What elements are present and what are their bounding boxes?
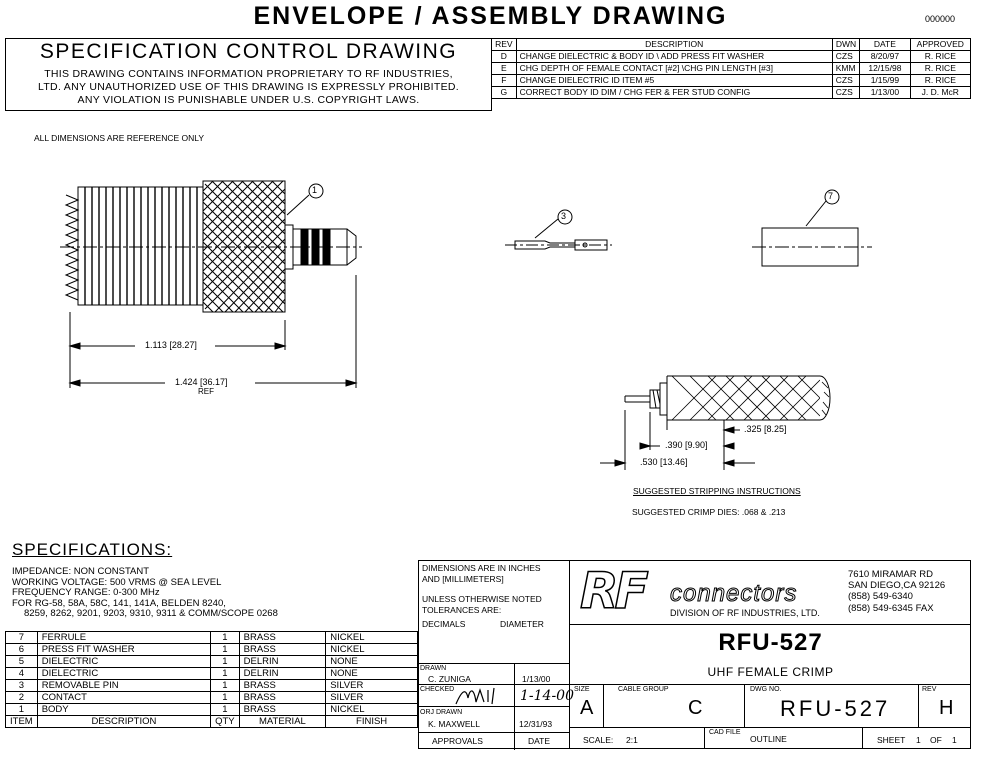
bom-description: DIELECTRIC xyxy=(37,668,210,680)
bill-of-materials xyxy=(5,631,418,728)
dwg-no-label: DWG NO. xyxy=(750,686,782,693)
proprietary-notice-line-2: LTD. ANY UNAUTHORIZED USE OF THIS DRAWING IS EXPRESSLY PROHIBITED. xyxy=(37,81,459,93)
tolerance-line-3: UNLESS OTHERWISE NOTED xyxy=(422,594,542,604)
bom-finish: SILVER xyxy=(326,692,418,704)
bom-qty-header: QTY xyxy=(211,716,240,728)
bom-finish-header: FINISH xyxy=(326,716,418,728)
bom-row xyxy=(6,656,418,668)
rev-drawn-by: CZS xyxy=(832,87,859,99)
rev-description: CHANGE DIELECTRIC ID ITEM #5 xyxy=(516,75,832,87)
drawing-code: 000000 xyxy=(924,14,955,24)
bom-header-row xyxy=(6,716,418,728)
bom-qty: 1 xyxy=(211,680,240,692)
bom-material: DELRIN xyxy=(239,656,326,668)
part-description: UHF FEMALE CRIMP xyxy=(707,665,834,679)
bom-qty: 1 xyxy=(211,644,240,656)
bom-qty: 1 xyxy=(211,668,240,680)
removable-pin xyxy=(505,210,612,250)
rev-drawn-by: CZS xyxy=(832,51,859,63)
company-block xyxy=(570,560,971,625)
rev-description: CORRECT BODY ID DIM / CHG FER & FER STUD CONFIG xyxy=(516,87,832,99)
tolerance-line-2: AND [MILLIMETERS] xyxy=(422,574,504,584)
date-footer: DATE xyxy=(528,736,551,746)
spec-line: FREQUENCY RANGE: 0-300 MHz xyxy=(12,587,160,598)
connector-body xyxy=(66,187,203,305)
bom-item: 4 xyxy=(6,668,38,680)
stripping-instructions-label: SUGGESTED STRIPPING INSTRUCTIONS xyxy=(633,486,801,496)
bom-row xyxy=(6,680,418,692)
dimension-1-113: 1.113 [28.27] xyxy=(145,340,197,350)
tolerance-diameter: DIAMETER xyxy=(500,619,544,629)
of-label: OF xyxy=(930,735,942,745)
bom-material: BRASS xyxy=(239,644,326,656)
tolerance-line-4: TOLERANCES ARE: xyxy=(422,605,502,615)
checked-signature-icon xyxy=(454,686,504,706)
rev-date: 12/15/98 xyxy=(860,63,910,75)
orig-drawn-date: 12/31/93 xyxy=(519,719,553,729)
bom-description: FERRULE xyxy=(37,632,210,644)
bom-item: 1 xyxy=(6,704,38,716)
bom-description: REMOVABLE PIN xyxy=(37,680,210,692)
bom-qty: 1 xyxy=(211,656,240,668)
bom-item-header: ITEM xyxy=(6,716,38,728)
rev-letter: E xyxy=(492,63,517,75)
proprietary-notice-line-3: ANY VIOLATION IS PUNISHABLE UNDER U.S. COPYRIGHT LAWS. xyxy=(77,94,420,106)
rev-date: 1/15/99 xyxy=(860,75,910,87)
dimension-530: .530 [13.46] xyxy=(640,457,688,467)
scale-label: SCALE: xyxy=(583,735,614,745)
bom-description: DIELECTRIC xyxy=(37,656,210,668)
rev-description: CHG DEPTH OF FEMALE CONTACT [#2] \CHG PIN LENGTH [#3] xyxy=(516,63,832,75)
spec-line: WORKING VOLTAGE: 500 VRMS @ SEA LEVEL xyxy=(12,576,222,588)
drawn-label: DRAWN xyxy=(420,665,447,672)
bom-item: 3 xyxy=(6,680,38,692)
rev-approved: R. RICE xyxy=(910,75,970,87)
bom-finish: NONE xyxy=(326,656,418,668)
bom-qty: 1 xyxy=(211,704,240,716)
spec-line: FOR RG-58, 58A, 58C, 141, 141A, BELDEN 8240, xyxy=(12,597,226,609)
rev-description: CHANGE DIELECTRIC & BODY ID \ ADD PRESS FIT WASHER xyxy=(516,51,832,63)
ferrule-part xyxy=(752,190,872,266)
spec-control-title: SPECIFICATION CONTROL DRAWING xyxy=(39,40,458,63)
sheet-number: 1 xyxy=(916,735,921,745)
bom-row xyxy=(6,644,418,656)
rev-letter: G xyxy=(492,87,517,99)
bom-finish: NICKEL xyxy=(326,644,418,656)
stripped-cable xyxy=(600,376,830,470)
rev-drawn-by: CZS xyxy=(832,75,859,87)
bom-description: CONTACT xyxy=(37,692,210,704)
rev-label: REV xyxy=(922,686,937,693)
division-text: DIVISION OF RF INDUSTRIES, LTD. xyxy=(670,608,820,618)
date-col-header: DATE xyxy=(860,39,910,51)
balloon-3: 3 xyxy=(561,211,567,221)
orig-drawn-name: K. MAXWELL xyxy=(428,719,480,729)
bom-item: 2 xyxy=(6,692,38,704)
dwn-col-header: DWN xyxy=(832,39,859,51)
bom-row xyxy=(6,668,418,680)
bom-row xyxy=(6,692,418,704)
bom-description-header: DESCRIPTION xyxy=(37,716,210,728)
sheet-label: SHEET xyxy=(877,735,906,745)
rev-date: 8/20/97 xyxy=(860,51,910,63)
bom-qty: 1 xyxy=(211,692,240,704)
cad-file-label: CAD FILE xyxy=(709,729,741,736)
sheet-total: 1 xyxy=(952,735,957,745)
size-label: SIZE xyxy=(574,686,590,693)
rev-drawn-by: KMM xyxy=(832,63,859,75)
orig-drawn-label: ORJ DRAWN xyxy=(420,709,463,716)
dimension-1-424: 1.424 [36.17] xyxy=(175,377,228,387)
balloon-7: 7 xyxy=(828,191,834,201)
bom-material: BRASS xyxy=(239,704,326,716)
spec-line: 8259, 8262, 9201, 9203, 9310, 9311 & COMM/SCOPE 0268 xyxy=(24,608,278,619)
spec-line: IMPEDANCE: NON CONSTANT xyxy=(12,566,150,577)
balloon-1: 1 xyxy=(312,185,318,195)
bom-row xyxy=(6,704,418,716)
drawn-name: C. ZUNIGA xyxy=(428,674,471,684)
bom-finish: NONE xyxy=(326,668,418,680)
checked-label: CHECKED xyxy=(420,686,455,693)
specifications-heading: SPECIFICATIONS: xyxy=(12,540,173,559)
address-line-1: 7610 MIRAMAR RD xyxy=(848,569,933,580)
description-col-header: DESCRIPTION xyxy=(516,39,832,51)
fax-number: (858) 549-6345 FAX xyxy=(848,603,934,614)
scale-value: 2:1 xyxy=(626,735,638,745)
rev-col-header: REV xyxy=(492,39,517,51)
tolerance-decimals: DECIMALS xyxy=(422,619,466,629)
connectors-logo: connectors xyxy=(670,580,798,607)
bom-material: BRASS xyxy=(239,680,326,692)
rev-date: 1/13/00 xyxy=(860,87,910,99)
bom-item: 6 xyxy=(6,644,38,656)
rf-logo: RF xyxy=(580,562,645,620)
bom-item: 5 xyxy=(6,656,38,668)
crimp-dies-note: SUGGESTED CRIMP DIES: .068 & .213 xyxy=(632,507,786,517)
bom-qty: 1 xyxy=(211,632,240,644)
bom-finish: NICKEL xyxy=(326,704,418,716)
bom-description: PRESS FIT WASHER xyxy=(37,644,210,656)
tolerance-line-1: DIMENSIONS ARE IN INCHES xyxy=(422,563,541,573)
cad-file-value: OUTLINE xyxy=(750,734,787,744)
proprietary-notice-line-1: THIS DRAWING CONTAINS INFORMATION PROPRIETARY TO RF INDUSTRIES, xyxy=(44,68,453,80)
bom-row xyxy=(6,632,418,644)
tolerance-cell xyxy=(418,560,570,663)
bom-item: 7 xyxy=(6,632,38,644)
approvals-cell xyxy=(418,663,574,749)
dimension-ref: REF xyxy=(198,387,214,396)
cable-group-label: CABLE GROUP xyxy=(618,686,669,693)
approvals-footer: APPROVALS xyxy=(432,736,483,746)
reference-note: ALL DIMENSIONS ARE REFERENCE ONLY xyxy=(34,133,205,143)
rev-approved: R. RICE xyxy=(910,51,970,63)
specifications-block xyxy=(12,567,278,620)
bom-material: BRASS xyxy=(239,692,326,704)
drawing-title: ENVELOPE / ASSEMBLY DRAWING xyxy=(253,2,728,30)
bom-finish: SILVER xyxy=(326,680,418,692)
rev-letter: F xyxy=(492,75,517,87)
phone-number: (858) 549-6340 xyxy=(848,591,913,602)
rev-approved: J. D. McR xyxy=(910,87,970,99)
rev-letter: D xyxy=(492,51,517,63)
dwg-no-value: RFU-527 xyxy=(780,696,891,721)
address-line-2: SAN DIEGO,CA 92126 xyxy=(848,580,946,591)
size-value: A xyxy=(580,697,594,719)
bom-finish: NICKEL xyxy=(326,632,418,644)
checked-date: 1-14-00 xyxy=(520,688,574,704)
rev-value: H xyxy=(939,697,954,719)
cable-group-value: C xyxy=(688,697,703,719)
dimension-390: .390 [9.90] xyxy=(665,440,708,450)
bom-material: BRASS xyxy=(239,632,326,644)
bom-description: BODY xyxy=(37,704,210,716)
bom-material-header: MATERIAL xyxy=(239,716,326,728)
dimension-325: .325 [8.25] xyxy=(744,424,787,434)
approved-col-header: APPROVED xyxy=(910,39,970,51)
part-number: RFU-527 xyxy=(718,629,823,656)
bom-material: DELRIN xyxy=(239,668,326,680)
drawn-date: 1/13/00 xyxy=(522,674,551,684)
rev-approved: R. RICE xyxy=(910,63,970,75)
